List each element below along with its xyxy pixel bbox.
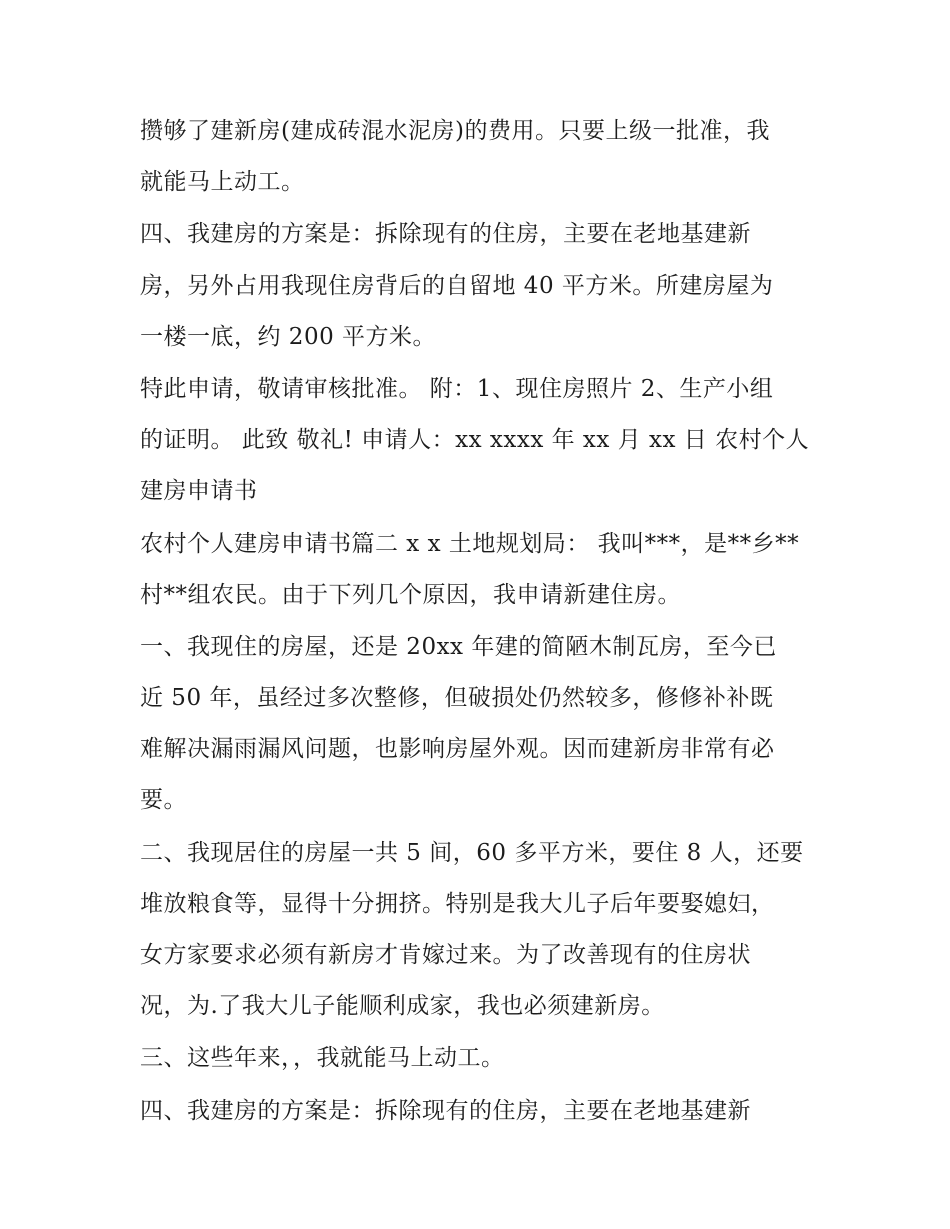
paragraph-reason-one xyxy=(140,622,820,827)
paragraph-reason-two xyxy=(140,828,820,1033)
paragraph-plan xyxy=(140,209,820,363)
text-line: 近 50 年，虽经过多次整修，但破损处仍然较多，修修补补既 xyxy=(140,685,774,712)
text-line: 堆放粮食等，显得十分拥挤。特别是我大儿子后年要娶媳妇， xyxy=(140,890,775,917)
text-line: 要。 xyxy=(140,787,187,814)
text-line: 难解决漏雨漏风问题，也影响房屋外观。因而建新房非常有必 xyxy=(140,736,775,763)
text-line: 女方家要求必须有新房才肯嫁过来。为了改善现有的住房状 xyxy=(140,942,751,968)
paragraph-reason-three xyxy=(140,1033,820,1084)
text-line: 建房申请书 xyxy=(140,478,258,505)
text-line: 房，另外占用我现住房背后的自留地 40 平方米。所建房屋为 xyxy=(140,272,774,299)
text-line: 攒够了建新房(建成砖混水泥房)的费用。只要上级一批准，我 xyxy=(140,118,770,144)
text-line: 一、我现住的房屋，还是 20xx 年建的简陋木制瓦房，至今已 xyxy=(140,633,777,660)
text-line: 四、我建房的方案是：拆除现有的住房，主要在老地基建新 xyxy=(140,221,751,248)
text-line: 况，为.了我大儿子能顺利成家，我也必须建新房。 xyxy=(140,993,665,1020)
text-line: 三、这些年来，，我就能马上动工。 xyxy=(140,1045,505,1072)
document-body xyxy=(140,106,820,1138)
text-line: 农村个人建房申请书篇二 x x 土地规划局： 我叫***，是**乡** xyxy=(140,530,800,557)
text-line: 四、我建房的方案是：拆除现有的住房，主要在老地基建新 xyxy=(140,1097,751,1124)
text-line: 特此申请，敬请审核批准。 附：1、现住房照片 2、生产小组 xyxy=(140,375,774,402)
text-line: 村**组农民。由于下列几个原因，我申请新建住房。 xyxy=(140,581,681,608)
paragraph-closing xyxy=(140,364,820,518)
text-line: 二、我现居住的房屋一共 5 间，60 多平方米，要住 8 人，还要 xyxy=(140,839,804,866)
paragraph-second-letter-intro xyxy=(140,519,820,621)
text-line: 的证明。 此致 敬礼! 申请人：xx xxxx 年 xx 月 xx 日 农村个人 xyxy=(140,427,810,454)
paragraph-plan-repeat xyxy=(140,1086,820,1137)
text-line: 就能马上动工。 xyxy=(140,169,305,196)
paragraph-funding xyxy=(140,106,820,208)
text-line: 一楼一底，约 200 平方米。 xyxy=(140,323,437,350)
